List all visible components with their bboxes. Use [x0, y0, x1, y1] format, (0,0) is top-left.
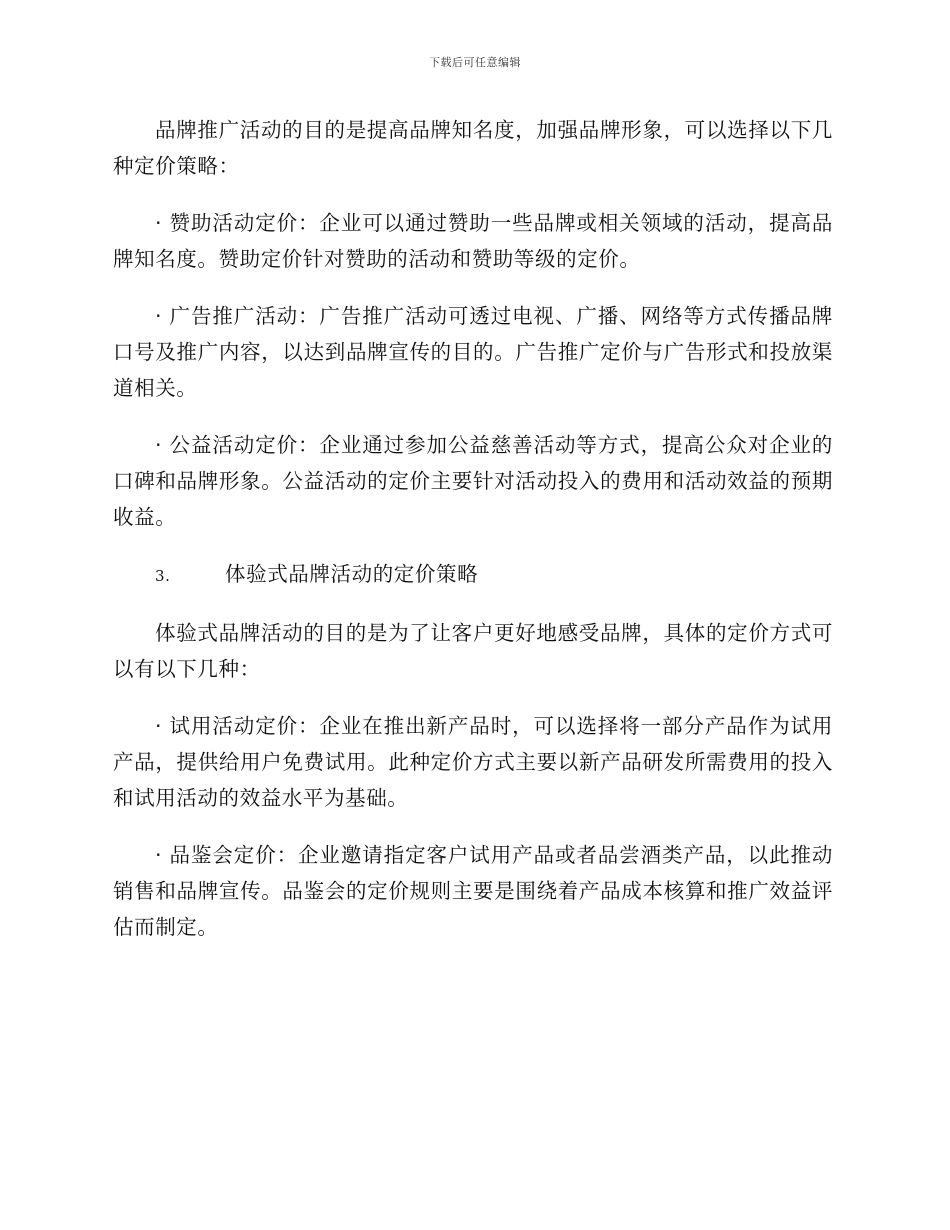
section-heading	[113, 556, 833, 594]
experience-intro-paragraph: 体验式品牌活动的目的是为了让客户更好地感受品牌，具体的定价方式可以有以下几种：	[113, 621, 833, 681]
section-title: 体验式品牌活动的定价策略	[225, 562, 479, 586]
intro-paragraph: 品牌推广活动的目的是提高品牌知名度，加强品牌形象，可以选择以下几种定价策略：	[113, 118, 833, 178]
bullet-charity-pricing: · 公益活动定价：企业通过参加公益慈善活动等方式，提高公众对企业的口碑和品牌形象。公益活动的定价主要针对活动投入的费用和活动效益的预期收益。	[113, 433, 833, 529]
bullet-advertising-promotion: · 广告推广活动：广告推广活动可透过电视、广播、网络等方式传播品牌口号及推广内容，以达到品牌宣传的目的。广告推广定价与广告形式和投放渠道相关。	[113, 304, 833, 400]
document-body	[113, 112, 833, 966]
page-header: 下载后可任意编辑	[429, 56, 521, 69]
bullet-trial-pricing: · 试用活动定价：企业在推出新产品时，可以选择将一部分产品作为试用产品，提供给用户免费试用。此种定价方式主要以新产品研发所需费用的投入和试用活动的效益水平为基础。	[113, 714, 833, 810]
bullet-sponsorship-pricing: · 赞助活动定价：企业可以通过赞助一些品牌或相关领域的活动，提高品牌知名度。赞助定价针对赞助的活动和赞助等级的定价。	[113, 211, 833, 271]
bullet-tasting-pricing: · 品鉴会定价：企业邀请指定客户试用产品或者品尝酒类产品，以此推动销售和品牌宣传。品鉴会的定价规则主要是围绕着产品成本核算和推广效益评估而制定。	[113, 843, 833, 939]
section-number: 3.	[155, 567, 171, 585]
